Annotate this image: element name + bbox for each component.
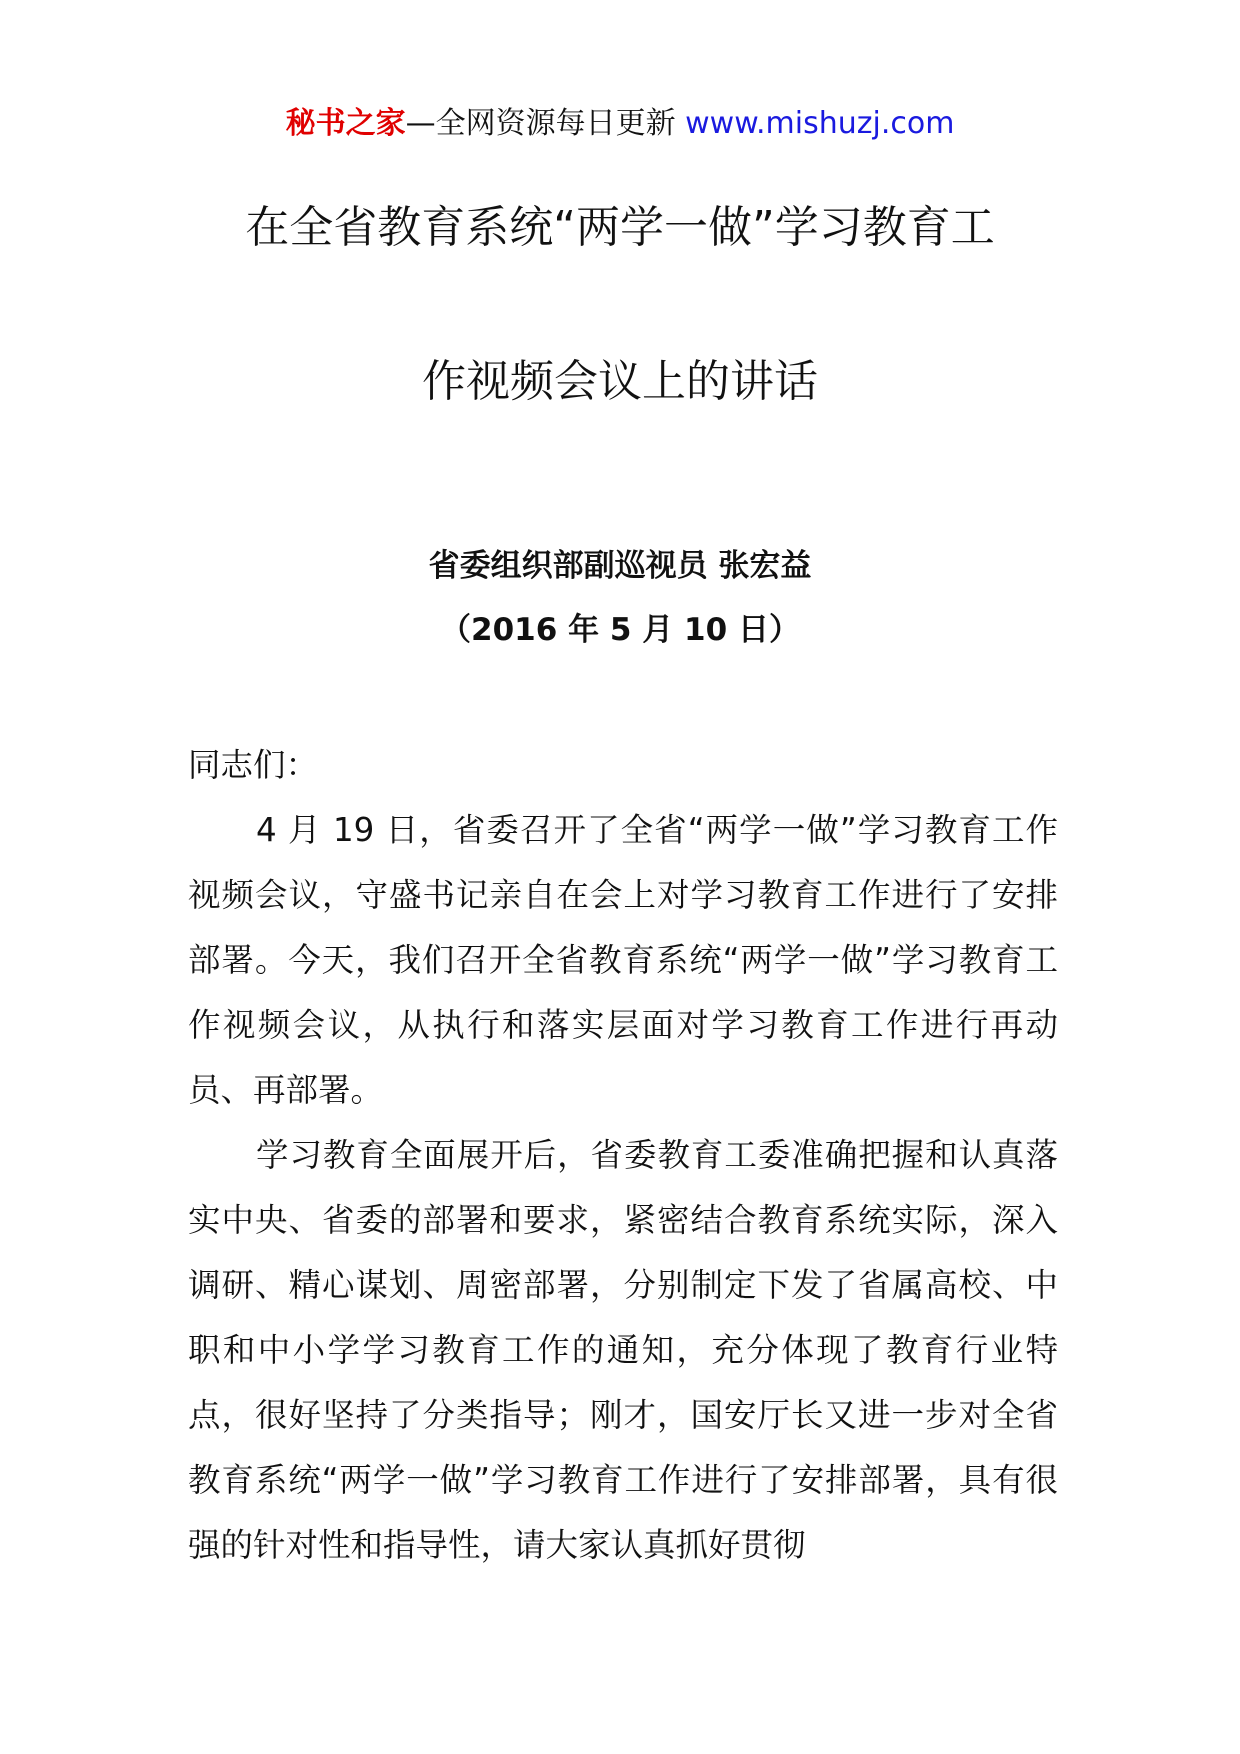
- salutation: 同志们：: [188, 746, 319, 784]
- brand-name: 秘书之家: [285, 106, 406, 141]
- paragraph-1: 4 月 19 日，省委召开了全省“两学一做”学习教育工作视频会议，守盛书记亲自在会上对学习教育工作进行了安排部署。今天，我们召开全省教育系统“两学一做”学习教育工作视频会议，从执行和落实层面对学习教育工作进行再动员、再部署。: [188, 811, 1058, 1109]
- paragraph-2: 学习教育全面展开后，省委教育工委准确把握和认真落实中央、省委的部署和要求，紧密结合教育系统实际，深入调研、精心谋划、周密部署，分别制定下发了省属高校、中职和中小学学习教育工作的通知，充分体现了教育行业特点，很好坚持了分类指导；刚才，国安厅长又进一步对全省教育系统“两学一做”学习教育工作进行了安排部署，具有很强的针对性和指导性，请大家认真抓好贯彻: [188, 1136, 1058, 1564]
- speech-date: （2016 年 5 月 10 日）: [440, 612, 800, 648]
- document-title-line-2: 作视频会议上的讲话: [422, 356, 818, 407]
- header-slogan: —全网资源每日更新: [405, 106, 686, 141]
- document-title-line-1: 在全省教育系统“两学一做”学习教育工: [245, 202, 995, 253]
- site-header: [0, 98, 1240, 150]
- site-url-link[interactable]: www.mishuzj.com: [685, 106, 955, 141]
- speaker-byline: 省委组织部副巡视员 张宏益: [428, 548, 812, 584]
